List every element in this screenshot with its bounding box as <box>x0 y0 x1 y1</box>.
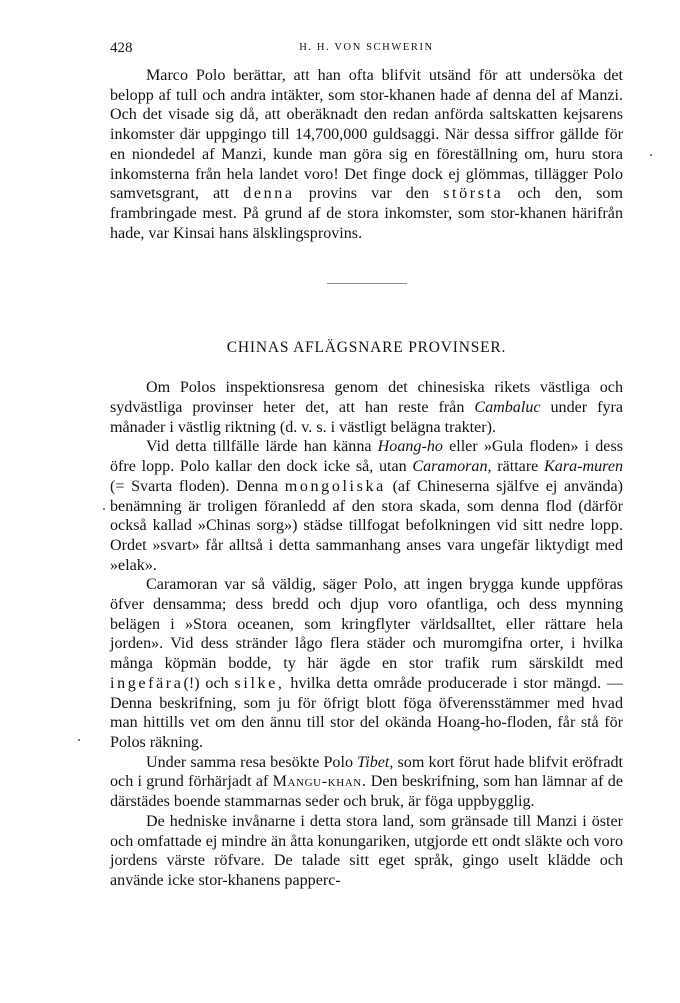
small-caps-name: Mangu-khan. <box>272 773 367 791</box>
text-run: under fyra månader i västlig riktning (d. v. s. i västligt belägna trakter). <box>110 399 623 436</box>
paragraph-inspection-journey <box>110 378 623 437</box>
italic-place-name: Hoang-ho <box>377 438 443 456</box>
text-run: Om Polos inspektionsresa genom det chinesiska rikets västliga och sydvästliga provinser heter det, att han reste från <box>110 379 623 417</box>
spaced-emphasis: största <box>443 185 504 203</box>
text-run: Caramoran var så väldig, säger Polo, att ingen brygga kunde uppföras öfver densamma; dess bredd och djup voro ofantliga, och dess mynning belägen i »Stora oceanen, som kringflyter världsalltet, eller rättare hela jorden». Vid dess stränder lågo flera städer och muromgifna orter, i hvilka många köpmän bodde, ty här ägde en stor trafik rum särskildt med <box>110 576 623 673</box>
text-run: (!) och <box>183 674 229 692</box>
text-run: som kort förut hade blifvit eröfradt och i grund förhärjadt af <box>110 753 623 791</box>
book-page <box>110 40 623 891</box>
paragraph-inhabitants <box>110 812 623 891</box>
text-run: Den beskrifning, som han lämnar af de därstädes boende stammarnas seder och bruk, är föga uppbygglig. <box>110 773 623 811</box>
running-head <box>110 40 623 66</box>
spaced-emphasis: mongoliska <box>284 477 386 495</box>
margin-mark <box>103 508 105 510</box>
running-head-author: H. H. VON SCHWERIN <box>299 42 434 53</box>
text-run: Vid detta tillfälle lärde han känna <box>146 438 372 456</box>
text-run: hvilka detta område producerade i stor mängd. — Denna beskrifning, som ju för öfrigt blott föga öfverensstämmer med hvad man hittills vet om den ännu till stor del okända Hoang-ho-floden, får stå för Polos räkning. <box>110 674 624 751</box>
text-run: provins var den <box>308 185 430 203</box>
text-run: (af Chineserna själfve ej använda) benämning är troligen föranledd af den stora skada, som denna flod (därför också kallad »Chinas sorg») städse tillfogat befolkningen vid sitt nedre lopp. Ordet »svart» får alltså i detta sammanhang anses vara ungefär liktydigt med »elak». <box>110 477 624 574</box>
page-number: 428 <box>110 40 133 56</box>
chapter-heading: CHINAS AFLÄGSNARE PROVINSER. <box>226 339 507 357</box>
italic-place-name: Tibet, <box>357 753 394 771</box>
margin-mark <box>78 739 80 741</box>
text-run: eller »Gula floden» i dess öfre lopp. Polo kallar den dock icke så, utan <box>110 438 623 476</box>
paragraph-tibet <box>110 753 623 812</box>
italic-place-name: Caramoran, <box>412 458 492 476</box>
margin-mark <box>650 154 652 156</box>
paragraph-caramoran <box>110 575 623 752</box>
italic-place-name: Cambaluc <box>474 399 541 417</box>
text-run: Marco Polo berättar, att han ofta blifvit utsänd för att undersöka det belopp af tull och andra intäkter, som stor-khanen hade af denna del af Manzi. Och det visade sig då, att oberäknadt den redan anförda saltskatten kejsarens inkomster där uppgingo till 14,700,000 guldsaggi. När dessa siffror gällde för en niondedel af Manzi, kunde man göra sig en föreställning om, huru stora inkomsterna från hela landet voro! Det finge dock ej glömmas, tillägger Polo samvetsgrant, att <box>110 67 623 203</box>
text-run: De hedniske invånarne i detta stora land, som gränsade till Manzi i öster och omfattade ej mindre än åtta konungariken, utgjorde ett ondt släkte och voro jordens värste röfvare. De talade sitt eget språk, gingo uselt klädde och använde icke stor-khanens papperс- <box>110 812 623 889</box>
section-divider <box>327 283 407 284</box>
italic-place-name: Kara-muren <box>544 458 624 476</box>
spaced-emphasis: ingefära <box>110 674 184 692</box>
text-run: (= Svarta floden). Denna <box>110 477 279 495</box>
body-text <box>110 66 623 891</box>
text-run: och den, som frambringade mest. På grund af de stora inkomster, som stor-khanen härifrån hade, var Kinsai hans älsklingsprovins. <box>110 185 624 242</box>
paragraph-tax-income <box>110 66 623 243</box>
text-run: rättare <box>497 458 539 476</box>
text-run: Under samma resa besökte Polo <box>146 753 354 771</box>
spaced-emphasis: silke, <box>234 674 285 692</box>
spaced-emphasis: denna <box>243 185 295 203</box>
paragraph-hoang-ho <box>110 437 623 575</box>
